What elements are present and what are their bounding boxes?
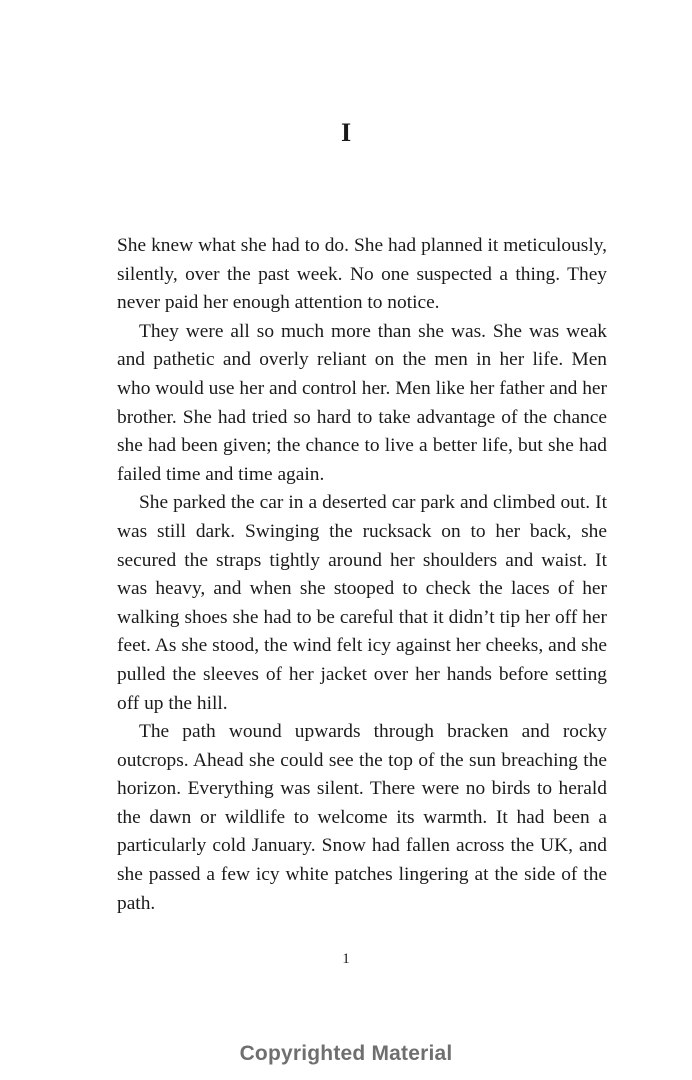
paragraph-1: She knew what she had to do. She had planned it meticulously, silently, over the past week. No one suspected a thing. They never paid her enough attention to notice. — [117, 235, 607, 314]
copyright-watermark: Copyrighted Material — [239, 1042, 453, 1065]
paragraph-2: They were all so much more than she was. She was weak and pathetic and overly reliant on the men in her life. Men who would use her and control her. Men like her father and her brother. She had tried so hard to take advantage of the chance she had been given; the chance to live a better life, but she had failed time and time again. — [117, 320, 607, 485]
paragraph-4: The path wound upwards through bracken and rocky outcrops. Ahead she could see the top of the sun breaching the horizon. Everything was silent. There were no birds to herald the dawn or wildlife to welcome its warmth. It had been a particularly cold January. Snow had fallen across the UK, and she passed a few icy white patches lingering at the side of the path. — [117, 721, 607, 914]
paragraph-3: She parked the car in a deserted car park and climbed out. It was still dark. Swinging the rucksack on to her back, she secured the straps tightly around her shoulders and waist. It was heavy, and when she stooped to check the laces of her walking shoes she had to be careful that it didn’t tip her off her feet. As she stood, the wind felt icy against her cheeks, and she pulled the sleeves of her jacket over her hands before setting off up the hill. — [117, 492, 607, 714]
chapter-body — [117, 232, 607, 918]
page-number: 1 — [342, 951, 350, 967]
chapter-number: I — [340, 118, 352, 147]
